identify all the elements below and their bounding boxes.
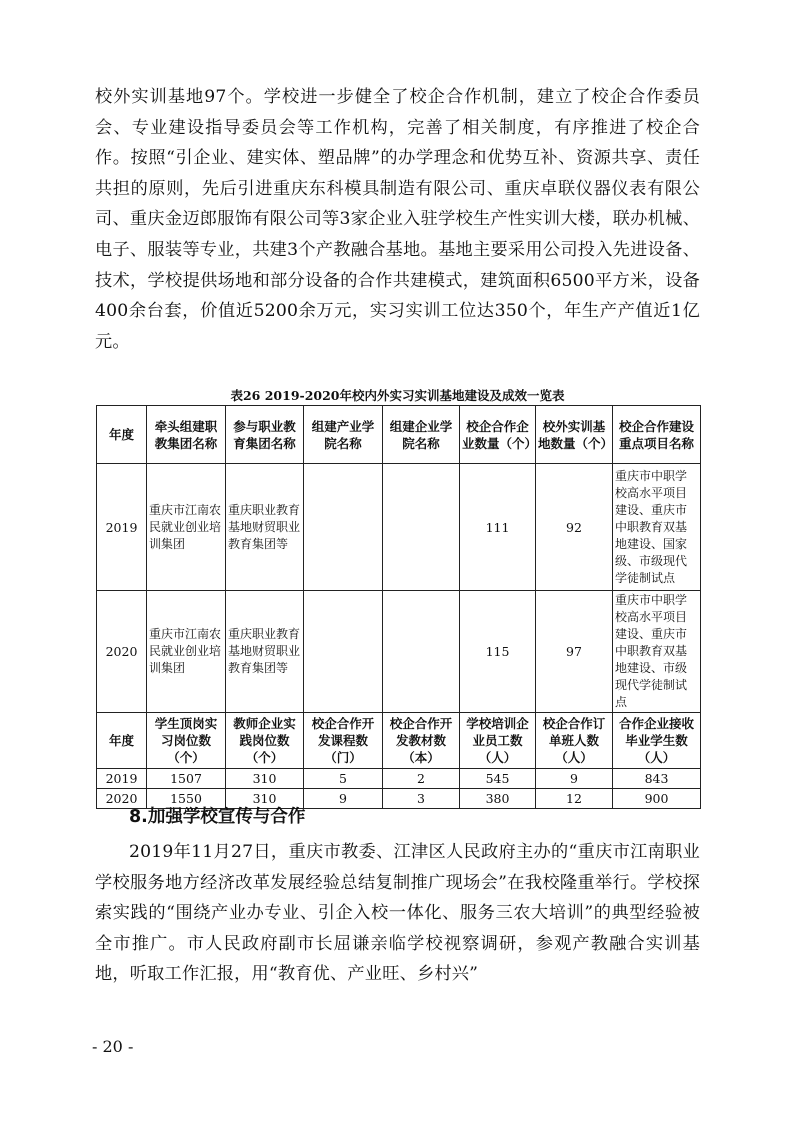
table-cell [383, 464, 460, 591]
table-cell: 1507 [147, 769, 226, 789]
table-cell: 重庆职业教育基地财贸职业教育集团等 [226, 464, 304, 591]
table-cell: 12 [536, 789, 613, 809]
table-header-row-2 [97, 713, 701, 769]
training-base-table [96, 405, 701, 809]
table-header-cell: 校企合作企业数量（个） [460, 406, 536, 464]
table-row [97, 464, 701, 591]
table-cell: 重庆职业教育基地财贸职业教育集团等 [226, 591, 304, 713]
table-cell-year: 2020 [97, 789, 147, 809]
table-header-cell: 学生顶岗实习岗位数（个） [147, 713, 226, 769]
table-cell: 843 [613, 769, 701, 789]
table-row [97, 591, 701, 713]
table-cell: 310 [226, 769, 304, 789]
table-cell: 3 [383, 789, 460, 809]
intro-paragraph: 校外实训基地97个。学校进一步健全了校企合作机制，建立了校企合作委员会、专业建设指导委员会等工作机构，完善了相关制度，有序推进了校企合作。按照“引企业、建实体、塑品牌”的办学理念和优势互补、资源共享、责任共担的原则，先后引进重庆东科模具制造有限公司、重庆卓联仪器仪表有限公司、重庆金迈郎服饰有限公司等3家企业入驻学校生产性实训大楼，联办机械、电子、服装等专业，共建3个产教融合基地。基地主要采用公司投入先进设备、技术，学校提供场地和部分设备的合作共建模式，建筑面积6500平方米，设备400余台套，价值近5200余万元，实习实训工位达350个，年生产产值近1亿元。 [95, 87, 700, 352]
table-header-cell: 学校培训企业员工数（人） [460, 713, 536, 769]
section-heading: 8.加强学校宣传与合作 [129, 807, 306, 827]
table-row [97, 769, 701, 789]
table-header-cell: 校企合作开发课程数（门） [304, 713, 383, 769]
table-cell: 97 [536, 591, 613, 713]
table-cell: 9 [536, 769, 613, 789]
body-paragraph: 2019年11月27日，重庆市教委、江津区人民政府主办的“重庆市江南职业学校服务地方经济改革发展经验总结复制推广现场会”在我校隆重举行。学校探索实践的“围绕产业办专业、引企入校一体化、服务三农大培训”的典型经验被全市推广。市人民政府副市长屈谦亲临学校视察调研，参观产教融合实训基地，听取工作汇报，用“教育优、产业旺、乡村兴” [95, 842, 700, 985]
table-header-cell: 教师企业实践岗位数（个） [226, 713, 304, 769]
table-cell-year: 2019 [97, 769, 147, 789]
table-header-cell: 校企合作开发教材数（本） [383, 713, 460, 769]
table-header-cell: 校企合作建设重点项目名称 [613, 406, 701, 464]
table-header-cell: 合作企业接收毕业学生数（人） [613, 713, 701, 769]
table-cell: 1550 [147, 789, 226, 809]
table-cell-year: 2020 [97, 591, 147, 713]
table-cell: 92 [536, 464, 613, 591]
table-cell [383, 591, 460, 713]
table-header-row-1 [97, 406, 701, 464]
table-cell: 重庆市中职学校高水平项目建设、重庆市中职教育双基地建设、国家级、市级现代学徒制试点 [613, 464, 701, 591]
table-header-cell: 校外实训基地数量（个） [536, 406, 613, 464]
table-header-cell: 校企合作订单班人数（人） [536, 713, 613, 769]
table-cell: 2 [383, 769, 460, 789]
page-number: - 20 - [92, 1037, 134, 1056]
table-cell: 重庆市中职学校高水平项目建设、重庆市中职教育双基地建设、市级现代学徒制试点 [613, 591, 701, 713]
table-cell: 380 [460, 789, 536, 809]
table-header-cell: 牵头组建职教集团名称 [147, 406, 226, 464]
table-cell [304, 591, 383, 713]
table-caption: 表26 2019-2020年校内外实习实训基地建设及成效一览表 [230, 388, 565, 403]
table-header-cell: 参与职业教育集团名称 [226, 406, 304, 464]
table-header-cell: 组建企业学院名称 [383, 406, 460, 464]
table-cell: 115 [460, 591, 536, 713]
table-cell: 310 [226, 789, 304, 809]
table-cell: 111 [460, 464, 536, 591]
table-cell: 重庆市江南农民就业创业培训集团 [147, 591, 226, 713]
table-cell-year: 2019 [97, 464, 147, 591]
table-cell: 545 [460, 769, 536, 789]
table-cell [304, 464, 383, 591]
table-cell: 900 [613, 789, 701, 809]
table-cell: 5 [304, 769, 383, 789]
table-cell: 9 [304, 789, 383, 809]
table-header-cell: 年度 [97, 406, 147, 464]
table-header-cell: 组建产业学院名称 [304, 406, 383, 464]
table-header-cell: 年度 [97, 713, 147, 769]
table-cell: 重庆市江南农民就业创业培训集团 [147, 464, 226, 591]
